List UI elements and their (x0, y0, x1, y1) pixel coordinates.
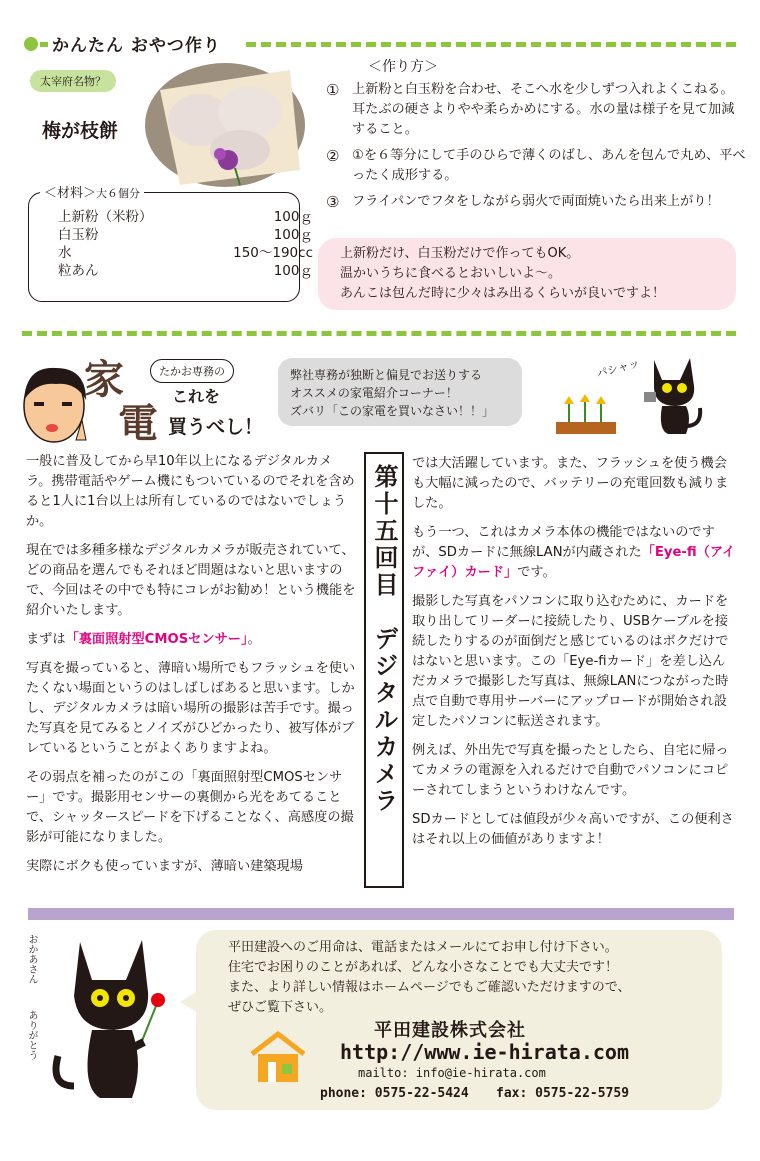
highlight-cmos: 「裏面照射型CMOSセンサー」 (65, 632, 248, 647)
tip-line: 上新粉だけ、白玉粉だけで作ってもOK。 (340, 246, 580, 261)
message-line: 平田建設へのご用命は、電話またはメールにてお申し付け下さい。 (228, 940, 618, 955)
bubble-takao: たかお専務の (150, 359, 234, 383)
vertical-title-box (364, 452, 404, 888)
vertical-title-number: 第十五回目 (370, 464, 398, 599)
title-ka: 家 (84, 357, 124, 403)
column-left-text (26, 452, 356, 886)
intro-box (278, 358, 522, 426)
step-2 (326, 146, 746, 186)
company-name: 平田建設株式会社 (374, 1020, 526, 1041)
cat-text-okaasan: おかあさん (26, 934, 37, 984)
materials-heading-label: ＜材料＞ (44, 186, 97, 201)
material-amount: 100ｇ (273, 209, 313, 225)
step-text: フライパンでフタをしながら弱火で両面焼いたら出来上がり！ (352, 194, 720, 209)
material-amount: 150～190cc (233, 245, 313, 261)
material-name: 上新粉（米粉） (58, 209, 153, 225)
header-dot (24, 37, 38, 51)
title-kaubeshi: 買うべし！ (168, 416, 264, 438)
tip-line: あんこは包んだ時に少々はみ出るくらいが良いですよ！ (340, 286, 666, 301)
speech-tail (180, 990, 200, 1014)
paragraph: 実際にボクも使っていますが、薄暗い建築現場 (26, 859, 303, 874)
highlight-paragraph-1 (26, 630, 356, 650)
section-divider (22, 331, 736, 336)
highlight-suffix: です。 (517, 565, 556, 580)
company-mail[interactable]: mailto: info@ie-hirata.com (358, 1066, 546, 1080)
material-name: 粒あん (58, 263, 99, 279)
cat-camera-illustration (640, 352, 710, 437)
step-3 (326, 192, 746, 212)
paragraph: では大活躍しています。また、フラッシュを使う機会も大幅に減ったので、バッテリーの充電回数も減りました。 (412, 456, 729, 511)
intro-line: オススメの家電紹介コーナー！ (290, 386, 458, 400)
camera-sound: パシャッ (595, 356, 641, 381)
company-url[interactable]: http://www.ie-hirata.com (340, 1040, 629, 1064)
materials-heading (40, 182, 144, 201)
step-number: ② (326, 147, 340, 165)
highlight-suffix: 。 (247, 632, 261, 647)
paragraph: その弱点を補ったのがこの「裏面照射型CMOSセンサー」です。撮影用センサーの裏側から光をあてることで、シャッタースピードを下げることなく、高感度の撮影が可能になりました。 (26, 770, 354, 845)
materials-list (58, 208, 313, 280)
company-fax: fax: 0575-22-5759 (496, 1086, 630, 1101)
column-right-text (412, 454, 738, 859)
step-text: ①を６等分にして手のひらで薄くのばし、あんを包んで丸め、平べったく成形する。 (352, 148, 746, 183)
step-text: 上新粉と白玉粉を合わせ、そこへ水を少しずつ入れよくこねる。耳たぶの硬さよりやや柔らかめにする。水の量は様子を見て加減すること。 (352, 82, 735, 137)
material-amount: 100ｇ (273, 227, 313, 243)
dish-name: 梅が枝餅 (42, 120, 119, 142)
badge-famous: 太宰府名物？ (30, 70, 116, 92)
message-line: ぜひご覧下さい。 (228, 1000, 333, 1015)
company-phone: phone: 0575-22-5424 (320, 1086, 469, 1101)
method-heading: ＜作り方＞ (368, 59, 438, 75)
material-name: 白玉粉 (58, 227, 99, 243)
step-number: ③ (326, 193, 340, 211)
intro-line: 弊社専務が独断と偏見でお送りする (290, 368, 483, 382)
step-1 (326, 80, 746, 140)
header-dash-right (246, 42, 736, 47)
paragraph: 撮影した写真をパソコンに取り込むために、カードを取り出してリーダーに接続したり、USBケーブルを接続したりするのが面倒だと感じているのはボクだけではないと思います。この「Eye-fiカード」を差し込んだカメラで撮影した写真は、無線LANにつながった時点で自動で専用サーバーにアップロードが開始され設定したパソコンに転送されます。 (412, 594, 729, 729)
highlight-prefix: もう一つ、これはカメラ本体の機能ではないのですが、SDカードに無線LANが内蔵された (412, 525, 715, 560)
mochi-photo (140, 50, 310, 190)
highlight-prefix: まずは (26, 632, 66, 647)
paragraph: SDカードとしては値段が少々高いですが、この便利さはそれ以上の価値がありますよ！ (412, 812, 734, 847)
header-dash-left (40, 42, 48, 47)
material-amount: 100ｇ (273, 263, 313, 279)
step-number: ① (326, 81, 340, 99)
material-row (58, 226, 313, 244)
materials-serving: 大６個分 (96, 187, 141, 200)
material-row (58, 262, 313, 280)
paragraph: 一般に普及してから早10年以上になるデジタルカメラ。携帯電話やゲーム機にもついているのでそれを含めると1人に1台以上は所有しているのではないでしょうか。 (26, 454, 355, 529)
tip-line: 温かいうちに食べるとおいしいよ～。 (340, 266, 562, 281)
intro-line: ズバリ「この家電を買いなさい！！」 (290, 404, 495, 418)
message-line: 住宅でお困りのことがあれば、どんな小さなことでも大丈夫です！ (228, 960, 619, 975)
tulip-planter-illustration (552, 388, 622, 438)
footer-message (228, 938, 630, 1018)
paragraph: 例えば、外出先で写真を撮ったとしたら、自宅に帰ってカメラの電源を入れるだけで自動でパソコンにコピーされてしまうというわけなんです。 (412, 743, 729, 798)
highlight-paragraph-2 (412, 523, 738, 583)
vertical-title-subject: デジタルカメラ (370, 626, 398, 815)
vertical-title (367, 464, 401, 815)
company-logo-icon (248, 1030, 308, 1084)
cat-flower-illustration (44, 936, 184, 1116)
title-koreo: これを (172, 387, 221, 406)
highlight-eyefi: 「Eye-fi（アイファイ）カード」 (412, 545, 736, 580)
footer-divider (28, 908, 734, 920)
paragraph: 現在では多種多様なデジタルカメラが販売されていて、どの商品を選んでもそれほど問題はないと思いますので、今回はその中でも特にコレがお勧め！という機能を紹介いたします。 (26, 543, 356, 618)
method-steps (326, 80, 746, 212)
tips-box (318, 238, 736, 310)
paragraph: 写真を撮っていると、薄暗い場所でもフラッシュを使いたくない場面というのはしばしばあると思います。しかし、デジタルカメラは暗い場所の撮影は苦手です。撮った写真を見てみるとノイズがひどかったり、被写体がブレているということがよくありますよね。 (26, 661, 356, 756)
message-line: また、より詳しい情報はホームページでもご確認いただけますので、 (228, 980, 631, 995)
section-title-recipe: かんたん おやつ作り (52, 36, 221, 56)
material-row (58, 208, 313, 226)
title-den: 電 (118, 401, 158, 447)
material-name: 水 (58, 245, 72, 261)
material-row (58, 244, 313, 262)
cat-text-arigatou: ありがとう (26, 1010, 37, 1060)
